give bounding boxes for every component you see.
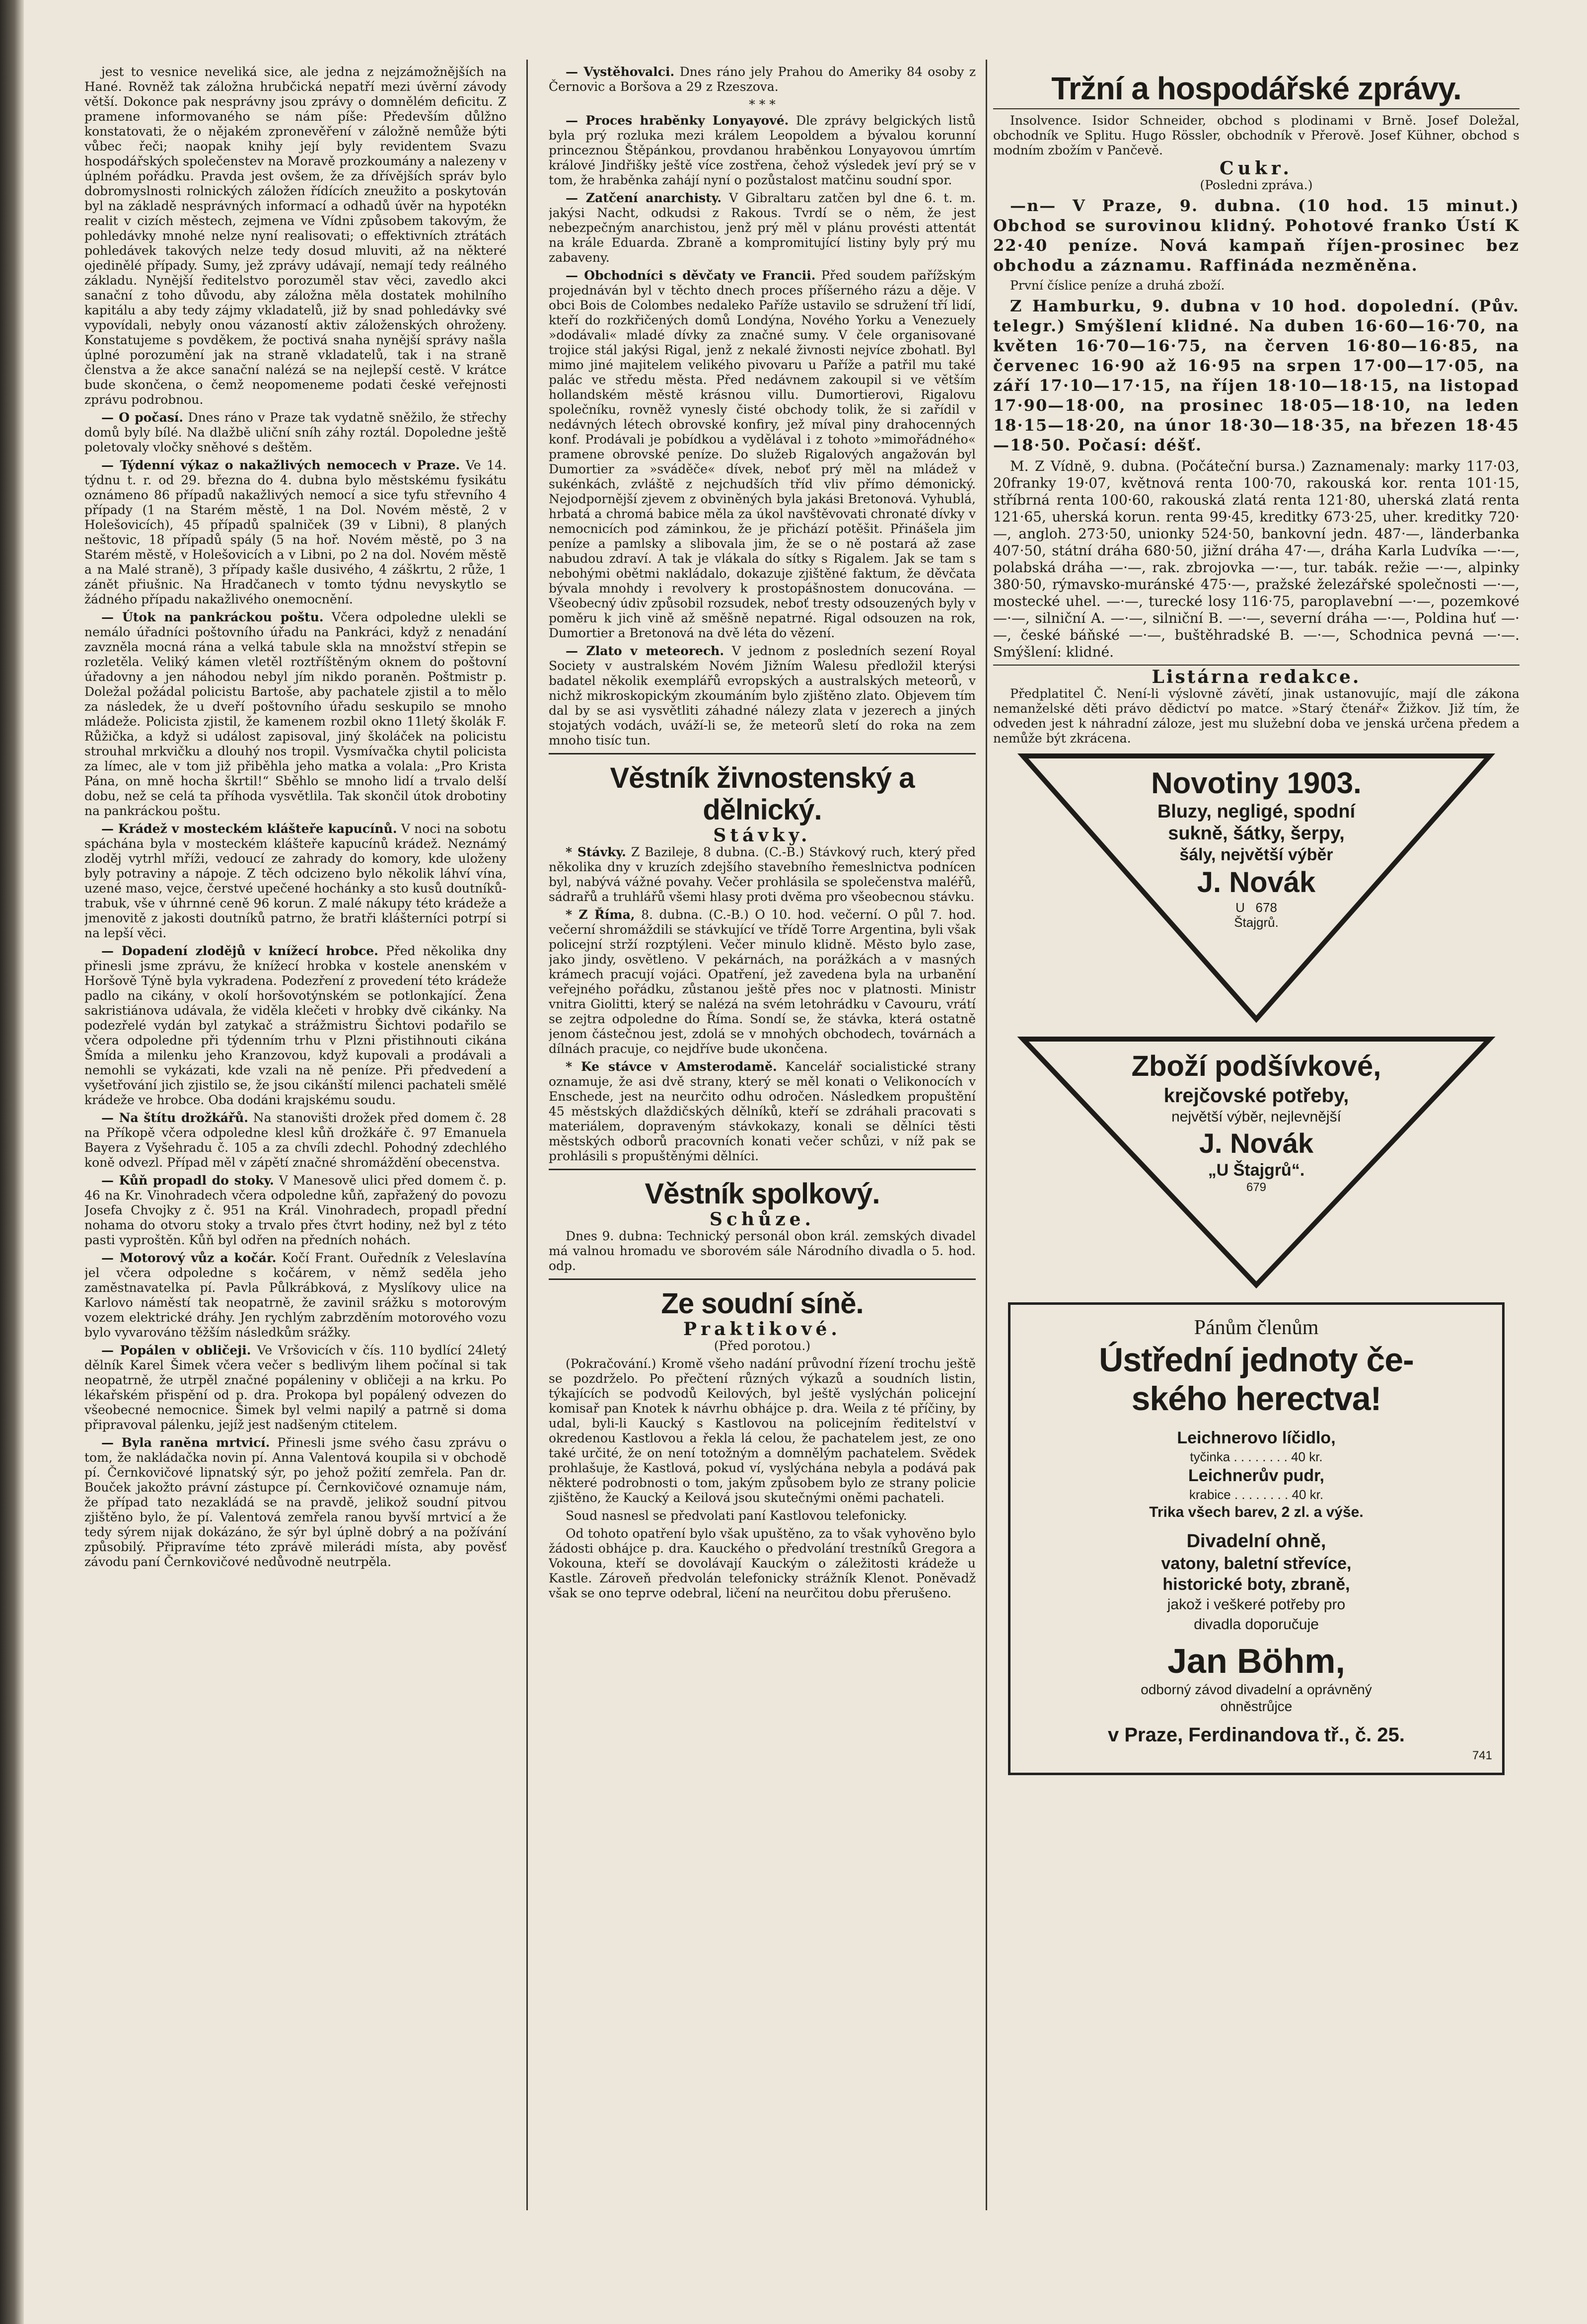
local-news-article-text: jest to vesnice neveliká sice, ale jedna z nejzámožnějších na Hané. Rovněž tak záložna hrubčická nepatří mezi úvěrní závody větší. Dokonce pak nesprávny jsou zprávy o domnělém deficitu. Z pramene informovaného se nám píše: Především důlžno konstatovati, že o nějakém zpronevěření v záložně nemůže býti vůbec řeči; naopak knihy její byly revidentem Svazu hospodářských společenstev na Moravě prozkoumány a nalezeny v úplném pořádku. Pravda jest ovšem, že za dřívějších správ bylo dobromyslnosti rolnických záložen řídících zneužito a poskytován byl na základě nesprávných informací a odhadů úvěr na hypotékn realit v cizích městech, zejmena ve Vídni způsobem takovým, že pohledávky mnohé nelze nyní realisovati; o effektivních ztrátách pohledávek takových nelze tedy dosud mluviti, až na některé ojedinělé případy. Sumy, jež zprávy udávají, nemají tedy reálného základu. Nynější ředitelstvo porozuměl stav věci, zavedlo akci sanační z toho důvodu, aby záložna měla dostatek mohilního kapitálu a aby tedy zájmy vkladatelů, již by snad pohledávky své vypovídali, nebyly onou vázaností aktiv záloženských ohroženy. Konstatujeme s povděkem, že poctivá snaha nynější správy našla úplné porozumění jak na straně vkladatelů, tak i na straně členstva a že akce sanační nalézá se na nejlepší cestě. V krátce bude skončena, o čemž neopomeneme podati české veřejnosti zprávu podrobnou. (84, 65, 506, 407)
strike-article-heading: * Ke stávce v Amsterodamě. (566, 1059, 777, 1074)
local-news-article-text: Kočí Frant. Ouředník z Veleslavína jel včera odpoledne s kočárem, v němž seděla jeho zaměstnavatelka pí. Pavla Půlkrábková, z Myslíkovy ulice na Karlovo náměstí tak neopatrně, že zavinil srážku s motorovým vozem elektrické dráhy. Jen rychlým zabrzděním motorového vozu bylo vyvarováno těžším následkům srážky. (84, 1251, 506, 1340)
local-news-article (84, 1251, 506, 1340)
local-news-article-heading: — Kůň propadl do stoky. (101, 1173, 274, 1188)
strike-article-text: Kancelář socialistické strany oznamuje, že asi dvě strany, který se měl konati o Velikonocích v Enschede, jest na neurčito odhu odročen. Následkem propuštění 45 městských dlaždičských dělníků, kteří se zdráhali pracovati s materiálem, dopraveným stávkokazy, konali se dělníci těsti městských odborů pracovních konati večer schůzi, v níž pak se prohlásili s propuštěnými dělníci. (549, 1059, 976, 1163)
court-title: Ze soudní síně. (661, 1287, 864, 1320)
column-markets-and-ads (993, 65, 1519, 2200)
court-items (549, 1356, 976, 1601)
local-news-article (84, 65, 506, 407)
insolvency-text: Insolvence. Isidor Schneider, obchod s plodinami v Brně. Josef Doležal, obchodník ve Splitu. Hugo Rössler, obchodník v Přerově. Josef Kühner, obchod s modním zbožím v Pančevě. (993, 113, 1519, 157)
society-bulletin-title: Věstník spolkový. (645, 1178, 880, 1210)
local-news-article (84, 1173, 506, 1248)
sugar-subnote: (Posledni zpráva.) (1200, 178, 1313, 192)
local-news-article-text: Před několika dny přinesli jsme zprávu, že knížecí hrobka v kostele anenském v Horšově Týně byla vykradena. Podezření z provedení této krádeže padlo na cikány, v okolí horšovotýnském se potlonkající. Žena sakristiánova udávala, že viděla klečeti v hrobky dvě cikánky. Na podezřelé vydán byl zatykač a strážmistru Šichtovi podařilo se včera odpoledne při týdenním trhu v Plzni přistihnouti cikána Šmída a milenku jeho Kranzovou, když kupovali a prodávali a nemohli se vykázati, kde vzali na ně peníze. Při předvedení a vyšetřování jich zjistilo se, že jsou cikánští milenci pachateli smělé krádeže ve hrobce. Oba dodáni krajskému soudu. (84, 944, 506, 1107)
foreign-news-article (549, 644, 976, 748)
society-meeting-text: Dnes 9. dubna: Technický personál obon král. zemských divadel má valnou hromadu ve sborovém sále Národního divadla o 5. hod. odp. (549, 1229, 976, 1273)
ad1-name: J. Novák (1197, 866, 1316, 899)
strike-article-heading: * Stávky. (566, 845, 626, 859)
strike-article (549, 845, 976, 904)
ad1-line1: Bluzy, negligé, spodní (1157, 801, 1356, 822)
page-binding-edge (0, 0, 24, 2324)
strike-article-text: 8. dubna. (C.-B.) O 10. hod. večerní. O půl 7. hod. večerní shromáždili se stávkující ve třídě Torre Argentina, byli však policejní strží rozptýleni. Večer minulo klidně. Město bylo zase, jako jindy, osvětleno. V pekárnách, na porážkách a v masných krámech pracují vojáci. Opatření, jež zavedena byla na urbanění veřejného pořádku, zůstanou ještě přes noc v platnosti. Ministr vnitra Giolitti, který se nalézá na svém letohrádku v Cavouru, vrátí se zejtra odpoledne do Říma. Sondí se, že stávka, která ostatně jenom částečnou jest, zdolá se v mnohých obchodech, továrnách a dílnách pracuje, co nejdříve bude ukončena. (549, 907, 976, 1056)
emigration-article (549, 65, 976, 94)
local-news-article (84, 1343, 506, 1432)
rule (549, 1169, 976, 1170)
strike-article (549, 1059, 976, 1164)
ad3-product6: historické boty, zbraně, (1162, 1575, 1350, 1594)
advert-novak-novelties (993, 751, 1519, 1029)
local-news-article (84, 1435, 506, 1570)
foreign-news-article (549, 268, 976, 641)
local-news-article-heading: — Krádež v mosteckém klášteře kapucínů. (101, 822, 397, 836)
ad2-title: Zboží podšívkové, (1131, 1050, 1381, 1082)
foreign-news-article-text: V Gibraltaru zatčen byl dne 6. t. m. jakýsi Nacht, odkudsi z Rakous. Tvrdí se o něm, že jest nebezpečným anarchistou, jenž prý měl v plánu provésti attentát na krále Eduarda. Zbraně a kompromitující listiny byly prý mu zabaveny. (549, 191, 976, 265)
foreign-news-article (549, 191, 976, 265)
strike-article-heading: * Z Říma, (566, 907, 635, 922)
ad3-desc1: odborný závod divadelní a oprávněný (1141, 1682, 1372, 1697)
court-article-text: Soud nasnesl se předvolati paní Kastlovou telefonicky. (566, 1508, 907, 1523)
advert-jan-bohm (1008, 1302, 1505, 1775)
court-subnote: (Před porotou.) (714, 1339, 811, 1353)
ad1-line2: sukně, šátky, šerpy, (1168, 823, 1345, 844)
ad3-line3: ského herectva! (1131, 1380, 1381, 1418)
rule (549, 1278, 976, 1280)
local-news-article-heading: — Na štítu drožkářů. (101, 1111, 248, 1125)
local-news-article-heading: — Byla raněna mrtvicí. (101, 1435, 270, 1450)
emigration-article-text: Dnes ráno jely Prahou do Ameriky 84 osoby z Černovic a Boršova a 29 z Rzeszova. (549, 65, 976, 94)
ad1-title: Novotiny 1903. (1151, 766, 1362, 800)
local-news-article-heading: — Týdenní výkaz o nakažlivých nemocech v Praze. (101, 458, 460, 472)
ad1-address-prefix: U (1235, 900, 1245, 915)
local-news-article-text: V noci na sobotu spáchána byla v mosteckém klášteře kapucínů krádež. Neznámý zloděj vytrhl mříži, vedoucí ze zahrady do komory, kde uloženy byly potraviny a nápoje. Z těch odcizeno bylo několik láhví vína, uzené maso, vejce, čerstvé upečené hochánky a sto kusů doutníků-trabuk, vše v úhrnné ceně 96 korun. Z malé nákupy této krádeže a jmenovitě z jakosti doutníků patrno, že bratři klášterníci potrpí si na lepší věci. (84, 822, 506, 940)
ad3-product1-price: tyčinka . . . . . . . . 40 kr. (1190, 1449, 1323, 1464)
ad3-address: v Praze, Ferdinandova tř., č. 25. (1107, 1724, 1405, 1746)
rule (549, 753, 976, 754)
meetings-subtitle: Schůze. (709, 1209, 815, 1230)
foreign-news-article-heading: — Proces hraběnky Lonyayové. (566, 113, 789, 128)
court-article-text: (Pokračování.) Kromě všeho nadání průvodní řízení trochu ještě se pozdrželo. Po přečtení různých výkazů a soudních listin, týkajících se podvodů Keilových, byl ještě vyslýchán policejní komisař pan Knotek k návrhu obhájce p. dra. Weila z té příčiny, by udal, byli-li Kaucký s Kastlovou na policejním ředitelství v okredenou Kastlovou a řekla lá celou, že pachatelem jest, ze ono také určité, že on není totožným a domnělým pachatelem. Svědek prohlašuje, že Kastlová, pokud ví, vyslýchána nebyla a podává pak některé podrobnosti o tom, jakým způsobem bylo ze strany policie zjištěno, že Kaucký a Keilová jsou skutečnými oněmi pachateli. (549, 1356, 976, 1505)
market-title: Tržní a hospodářské zprávy. (1051, 71, 1461, 106)
local-news-article (84, 822, 506, 941)
foreign-news-article-heading: — Zatčení anarchisty. (566, 191, 722, 205)
local-news-article-heading: — Popálen v obličeji. (101, 1343, 251, 1357)
ad3-product8: divadla doporučuje (1194, 1616, 1319, 1633)
ad3-line1: Pánům členům (1194, 1316, 1319, 1339)
local-news-article (84, 1111, 506, 1170)
strikes-subtitle: Stávky. (713, 825, 811, 846)
ad3-product4: Divadelní ohně, (1186, 1531, 1326, 1552)
court-subtitle: Praktikové. (683, 1319, 841, 1340)
local-news-article (84, 410, 506, 455)
local-news-article (84, 458, 506, 607)
foreign-news-article-heading: — Zlato v meteorech. (566, 644, 724, 658)
local-news-article-text: V Manesově ulici před domem č. p. 46 na Kr. Vinohradech včera odpoledne kůň, zapřažený do povozu Josefa Chvojky z č. 951 na Král. Vinohradech, propadl přední nohama do otvoru stoky a trvalo přes čtvrt hodiny, než byl z této pasti vyproštěn. Kůň byl odřen na předních nohách. (84, 1173, 506, 1247)
local-news-article (84, 944, 506, 1108)
column-foreign-and-bulletins (549, 65, 976, 2200)
ad1-number: 678 (1255, 900, 1277, 915)
foreign-news-article-text: Dle zprávy belgických listů byla prý rozluka mezi králem Leopoldem a bývalou korunní princeznou Štěpánkou, provdanou hraběnkou Lonyayovou úmrtím králové Jindřišky ještě více zostřena, čehož výsledek jeví prý se v tom, že hraběnka zahájí nyní o pozůstalost matčinu soudní spor. (549, 113, 976, 187)
local-news-article-text: Na stanovišti drožek před domem č. 28 na Příkopě včera odpoledne klesl kůň drožkáře č. 97 Emanuela Bayera z Vyšehradu č. 105 a za chvíli zdechl. Pohodný zdechlého koně odvezl. Případ měl v zápětí značné shromáždění obecenstva. (84, 1111, 506, 1170)
ad3-product1: Leichnerovo líčidlo, (1177, 1428, 1336, 1447)
local-news-article (84, 610, 506, 819)
local-news-article-heading: — O počasí. (101, 410, 184, 425)
ad3-name: Jan Böhm, (1167, 1642, 1345, 1680)
local-news-article-text: Ve Vršovicích v čís. 110 bydlící 24letý dělník Karel Šimek včera večer s bedlivým lihem počínal si tak neopatrně, že utrpěl značné popáleniny v obličeji a na krku. Po lékařském přispění od p. dra. Prokopa byl popálený odvezen do všeobecné nemocnice. Šimek byl velmi napilý a patrně si doma připravoval pálenku, jejíž jest nadšeným ctitelem. (84, 1343, 506, 1432)
editorial-letters-title: Listárna redakce. (1152, 667, 1361, 687)
court-article-text: Od tohoto opatření bylo však upuštěno, za to však vyhověno bylo žádosti obhájce p. dra. Kauckého o předvolání trestníků Gregora a Vokouna, kteří se dovolávají Kauckým o záležitosti krádeže u Kastle. Zároveň předvolán telefonicky strážník Klenot. Poněvadž však se ono teprve odebral, ličení na neurčitou dobu přerušeno. (549, 1526, 976, 1600)
news-foreign (549, 113, 976, 748)
ad2-address: „U Štajgrů“. (1208, 1161, 1305, 1180)
ad3-number: 741 (1472, 1749, 1492, 1762)
court-article (549, 1508, 976, 1523)
local-news-article-heading: — Útok na pankráckou poštu. (101, 610, 324, 624)
ad1-address: Štajgrů. (1234, 915, 1279, 930)
ad2-number: 679 (1246, 1181, 1267, 1194)
trade-bulletin-title: Věstník živnostenský a dělnický. (610, 762, 915, 826)
advert-novak-lining (993, 1034, 1519, 1292)
foreign-news-article-heading: — Obchodníci s děvčaty ve Francii. (566, 268, 816, 283)
sugar-note: První číslice peníze a druhá zboží. (1010, 278, 1225, 293)
column-local-news (84, 65, 506, 2200)
ad3-desc2: ohněstrůjce (1220, 1699, 1293, 1714)
ad3-product3: Trika všech barev, 2 zl. a výše. (1149, 1504, 1364, 1520)
editorial-letters-text: Předplatitel Č. Není-li výslovně závětí, jinak ustanovujíc, mají dle zákona nemanželské děti právo dědictví po matce. »Starý čtenář« Žižkov. Již tím, že odveden jest k náhradní záloze, jest mu služební doba ve jenská určena předem a nemůže být zkrácena. (993, 686, 1519, 746)
sugar-prague-report: —n— V Praze, 9. dubna. (10 hod. 15 minut.) Obchod se surovinou klidný. Pohotové franko Ústí K 22·40 peníze. Nová kampaň říjen-prosinec bez obchodu a záznamu. Raffináda nezměněna. (993, 196, 1519, 275)
emigration-article-heading: — Vystěhovalci. (566, 65, 675, 79)
ad3-product5: vatony, baletní střevíce, (1161, 1554, 1352, 1573)
ad3-product2: Leichnerův pudr, (1188, 1466, 1324, 1485)
trade-bulletin-items (549, 845, 976, 1164)
ad2-name: J. Novák (1199, 1127, 1314, 1159)
strike-article (549, 907, 976, 1056)
foreign-news-article (549, 113, 976, 188)
ad3-line2: Ústřední jednoty če- (1099, 1341, 1414, 1379)
hamburg-report: Z Hamburku, 9. dubna v 10 hod. dopolední. (Pův. telegr.) Smýšlení klidné. Na duben 16·60—16·70, na květen 16·70—16·75, na červen 16·80—16·85, na červenec 16·90 až 16·95 na srpen 17·00—17·05, na září 17·10—17·15, na říjen 18·10—18·15, na listopad 17·90—18·00, na prosinec 18·05—18·10, na leden 18·15—18·20, na únor 18·30—18·35, na březen 18·45—18·50. Počasí: déšť. (993, 297, 1519, 454)
ad3-product7: jakož i veškeré potřeby pro (1167, 1596, 1346, 1613)
court-article (549, 1356, 976, 1505)
column-divider (526, 60, 528, 2210)
rule (993, 108, 1519, 109)
ad2-line1: krejčovské potřeby, (1163, 1085, 1349, 1107)
ad1-line3: šály, největší výběr (1179, 845, 1333, 864)
local-news-article-text: Ve 14. týdnu t. r. od 29. března do 4. dubna bylo městskému fysikátu oznámeno 86 případů nakažlivých nemocí a sice tyfu střevního 4 případy (1 na Starém městě, 1 na Dol. Novém městě, 2 v Holešovicích), 45 případů spalniček (39 v Libni), 8 planých neštovic, 18 případů spály (5 na hoř. Novém městě, po 3 na Starém městě, v Holešovicích a v Libni, po 2 na dol. Novém městě a na Malé straně), 3 případy kašle dusivého, 4 záškrtu, 2 růže, 1 zánět přiušnic. Na Hradčanech v tomto týdnu nevyskytlo se žádného případu nakažlivého onemocnění. (84, 458, 506, 606)
sugar-title: Cukr. (1220, 158, 1293, 179)
rule (993, 665, 1519, 666)
local-news-article-text: Dnes ráno v Praze tak vydatně sněžilo, že střechy domů byly bílé. Na dlažbě uliční sníh záhy roztál. Dopoledne ještě poletovaly vločky sněhové s deštěm. (84, 410, 506, 454)
foreign-news-article-text: V jednom z posledních sezení Royal Society v australském Novém Jižním Walesu předložil kterýsi badatel několik exemplářů evropských a australských meteorů, v nichž mikroskopickým zkoumáním bylo zjištěno zlato. Objevem tím dal by se asi vysvětliti záhadné nálezy zlata v jezerech a jiných stojatých vodách, uváží-li se, že meteorů sletí do roka na zem mnoho tisíc tun. (549, 644, 976, 748)
column-divider (986, 60, 987, 2210)
strike-article-text: Z Bazileje, 8 dubna. (C.-B.) Stávkový ruch, který před několika dny v kruzích zdejšího stavebního řemeslnictva podnícen byl, nabývá vážné povahy. Večer prohlásila se společenstva maléřů, sádrařů a truhlářů všemi hlasy proti dvěma pro všeobecnou stávku. (549, 845, 976, 904)
section-stars: * * * (749, 97, 776, 112)
local-news-article-heading: — Motorový vůz a kočár. (101, 1251, 277, 1265)
court-article (549, 1526, 976, 1601)
local-news-article-text: Přinesli jsme svého času zprávu o tom, že nakládačka novin pí. Anna Valentová koupila si v obchodě pí. Černkovičové lipnatský sýr, po jehož požití zemřela. Pan dr. Bouček jakožto právní zástupce pí. Černkovičové oznamuje nám, že případ tato nezakládá se na pravdě, jelikož soudní pitvou zjištěno bylo, že pí. Valentová zemřela ranou byvší mrtvicí a že tedy sýrem nijak dokázáno, že sýr byl úplně dobrý a na požívání způsobilý. Připravíme této zprávě milerádi místa, aby pověsť závodu paní Černkovičové nedůvodně neutrpěla. (84, 1435, 506, 1569)
local-news-article-text: Včera odpoledne ulekli se nemálo úřadníci poštovního úřadu na Pankráci, když z nenadání zavzněla mocná rána a velká tabule skla na množství střepin se rozletěla. Veliký kámen vletěl roztříštěným oknem do poštovní úřadovny a jen náhodou nebyl jím nikdo poraněn. Poštmistr p. Doležal požádal policistu Bartoše, aby pachatele zjistil a to mělo za následek, že u dveří poštovního úřadu seskupilo se mnoho mládeže. Policista zjistil, že kamenem rozbil okno 11letý školák F. Růžička, a když si událost zapisoval, jiný školáček na policistu strouhal mrkvičku a dlouhý nos tropil. Vysmívačka chytil policista za límec, ale v tom již přiběhla jeho matka a volala: „Pro Krista Pána, on mně hocha škrtil!“ Sběhlo se mnoho lidí a trvalo delší dobu, než se celá ta příhoda vysvětlila. Tak skončil útok drobotiny na pankráckou poštu. (84, 610, 506, 818)
news-top (549, 65, 976, 94)
vienna-exchange-report: M. Z Vídně, 9. dubna. (Počáteční bursa.) Zaznamenaly: marky 117·03, 20franky 19·07, květnová renta 100·70, rakouská kor. renta 101·15, stříbrná renta 100·60, rakouská zlatá renta 121·80, uherská zlatá renta 121·65, uherská korun. renta 99·45, kreditky 673·25, uher. kreditky 720·—, angloh. 273·50, unionky 524·50, bankovní jedn. 487·—, länderbanka 407·50, státní dráha 680·50, jižní dráha 47·—, dráha Karla Ludvíka —·—, polabská dráha —·—, rak. zbrojovka —·—, tur. tabák. režie —·—, alpinky 380·50, rýmavsko-muránské 475·—, pražské železářské společnosti —·—, mostecké uhel. —·—, turecké losy 116·75, paroplavební —·—, pozemkové —·—, silniční A. —·—, silniční B. —·—, severní dráha —·—, Poldina huť —·—, české báňské —·—, buštěhradské B. —·—, Schodnica pevná —·—. Smýšlení: klidné. (993, 458, 1519, 660)
ad3-product2-price: krabice . . . . . . . . 40 kr. (1189, 1487, 1324, 1502)
local-news-article-heading: — Dopadení zlodějů v knížecí hrobce. (101, 944, 378, 958)
foreign-news-article-text: Před soudem pařížským projednáván byl v těchto dnech proces příšerného rázu a děje. V obci Bois de Colombes nedaleko Paříže ustavilo se sdružení tří lidí, kteří do rozkřičených domů Londýna, Nového Yorku a Venezuely »dodávali« mladé dívky za značné sumy. V čele organisované trojice stál jakýsi Rigal, jenž z nekalé živnosti nejvíce zbohatl. Byl mimo jiné majitelem velikého pivovaru u Paříže a patřil mu také palác ve středu města. Před nedávnem zakoupil si ve větším hollandském městě krásnou villu. Dumortierovi, Rigalovu společníku, rovněž vynesly čisté obchody tolik, že si zařídil v nedávných létech obrovské konfiry, jež míval piny drahocenných konf. Prodávali je pobídkou a vydělával i z tohoto »mimořádného« pramene obrovské peníze. Do služeb Rigalových angažován byl Dumortier za »sváděče« dívek, neboť prý měl na mládež v sukénkách, zvláště z nejchudších tříd vliv přímo démonický. Nejodpornější zjevem z obviněných byla jakási Bretonová. Vyhublá, hrbatá a chromá babice měla za úkol navštěvovati chronaté dívky v nemocnicích pod záminkou, že je přichází potěšit. Přinášela jim peníze a pamlsky a slibovala jim, že se o ně postará až zase nabudou zdraví. A tak je vlákala do sítky s Rigalem. Jak se tam s nebohými obětmi nakládalo, dokazuje zjištěné faktum, že děvčata bývala mnohdy i revolvery k prostopášnostem donucována. — Všeobecný údiv způsobil rozsudek, neboť tresty odsouzených byly v poměru k jich vině až směšně nepatrné. Rigal odsouzen na rok, Dumortier a Bretonová na dvě léta do vězení. (549, 268, 976, 640)
ad2-line2: největší výběr, nejlevnější (1171, 1109, 1341, 1125)
